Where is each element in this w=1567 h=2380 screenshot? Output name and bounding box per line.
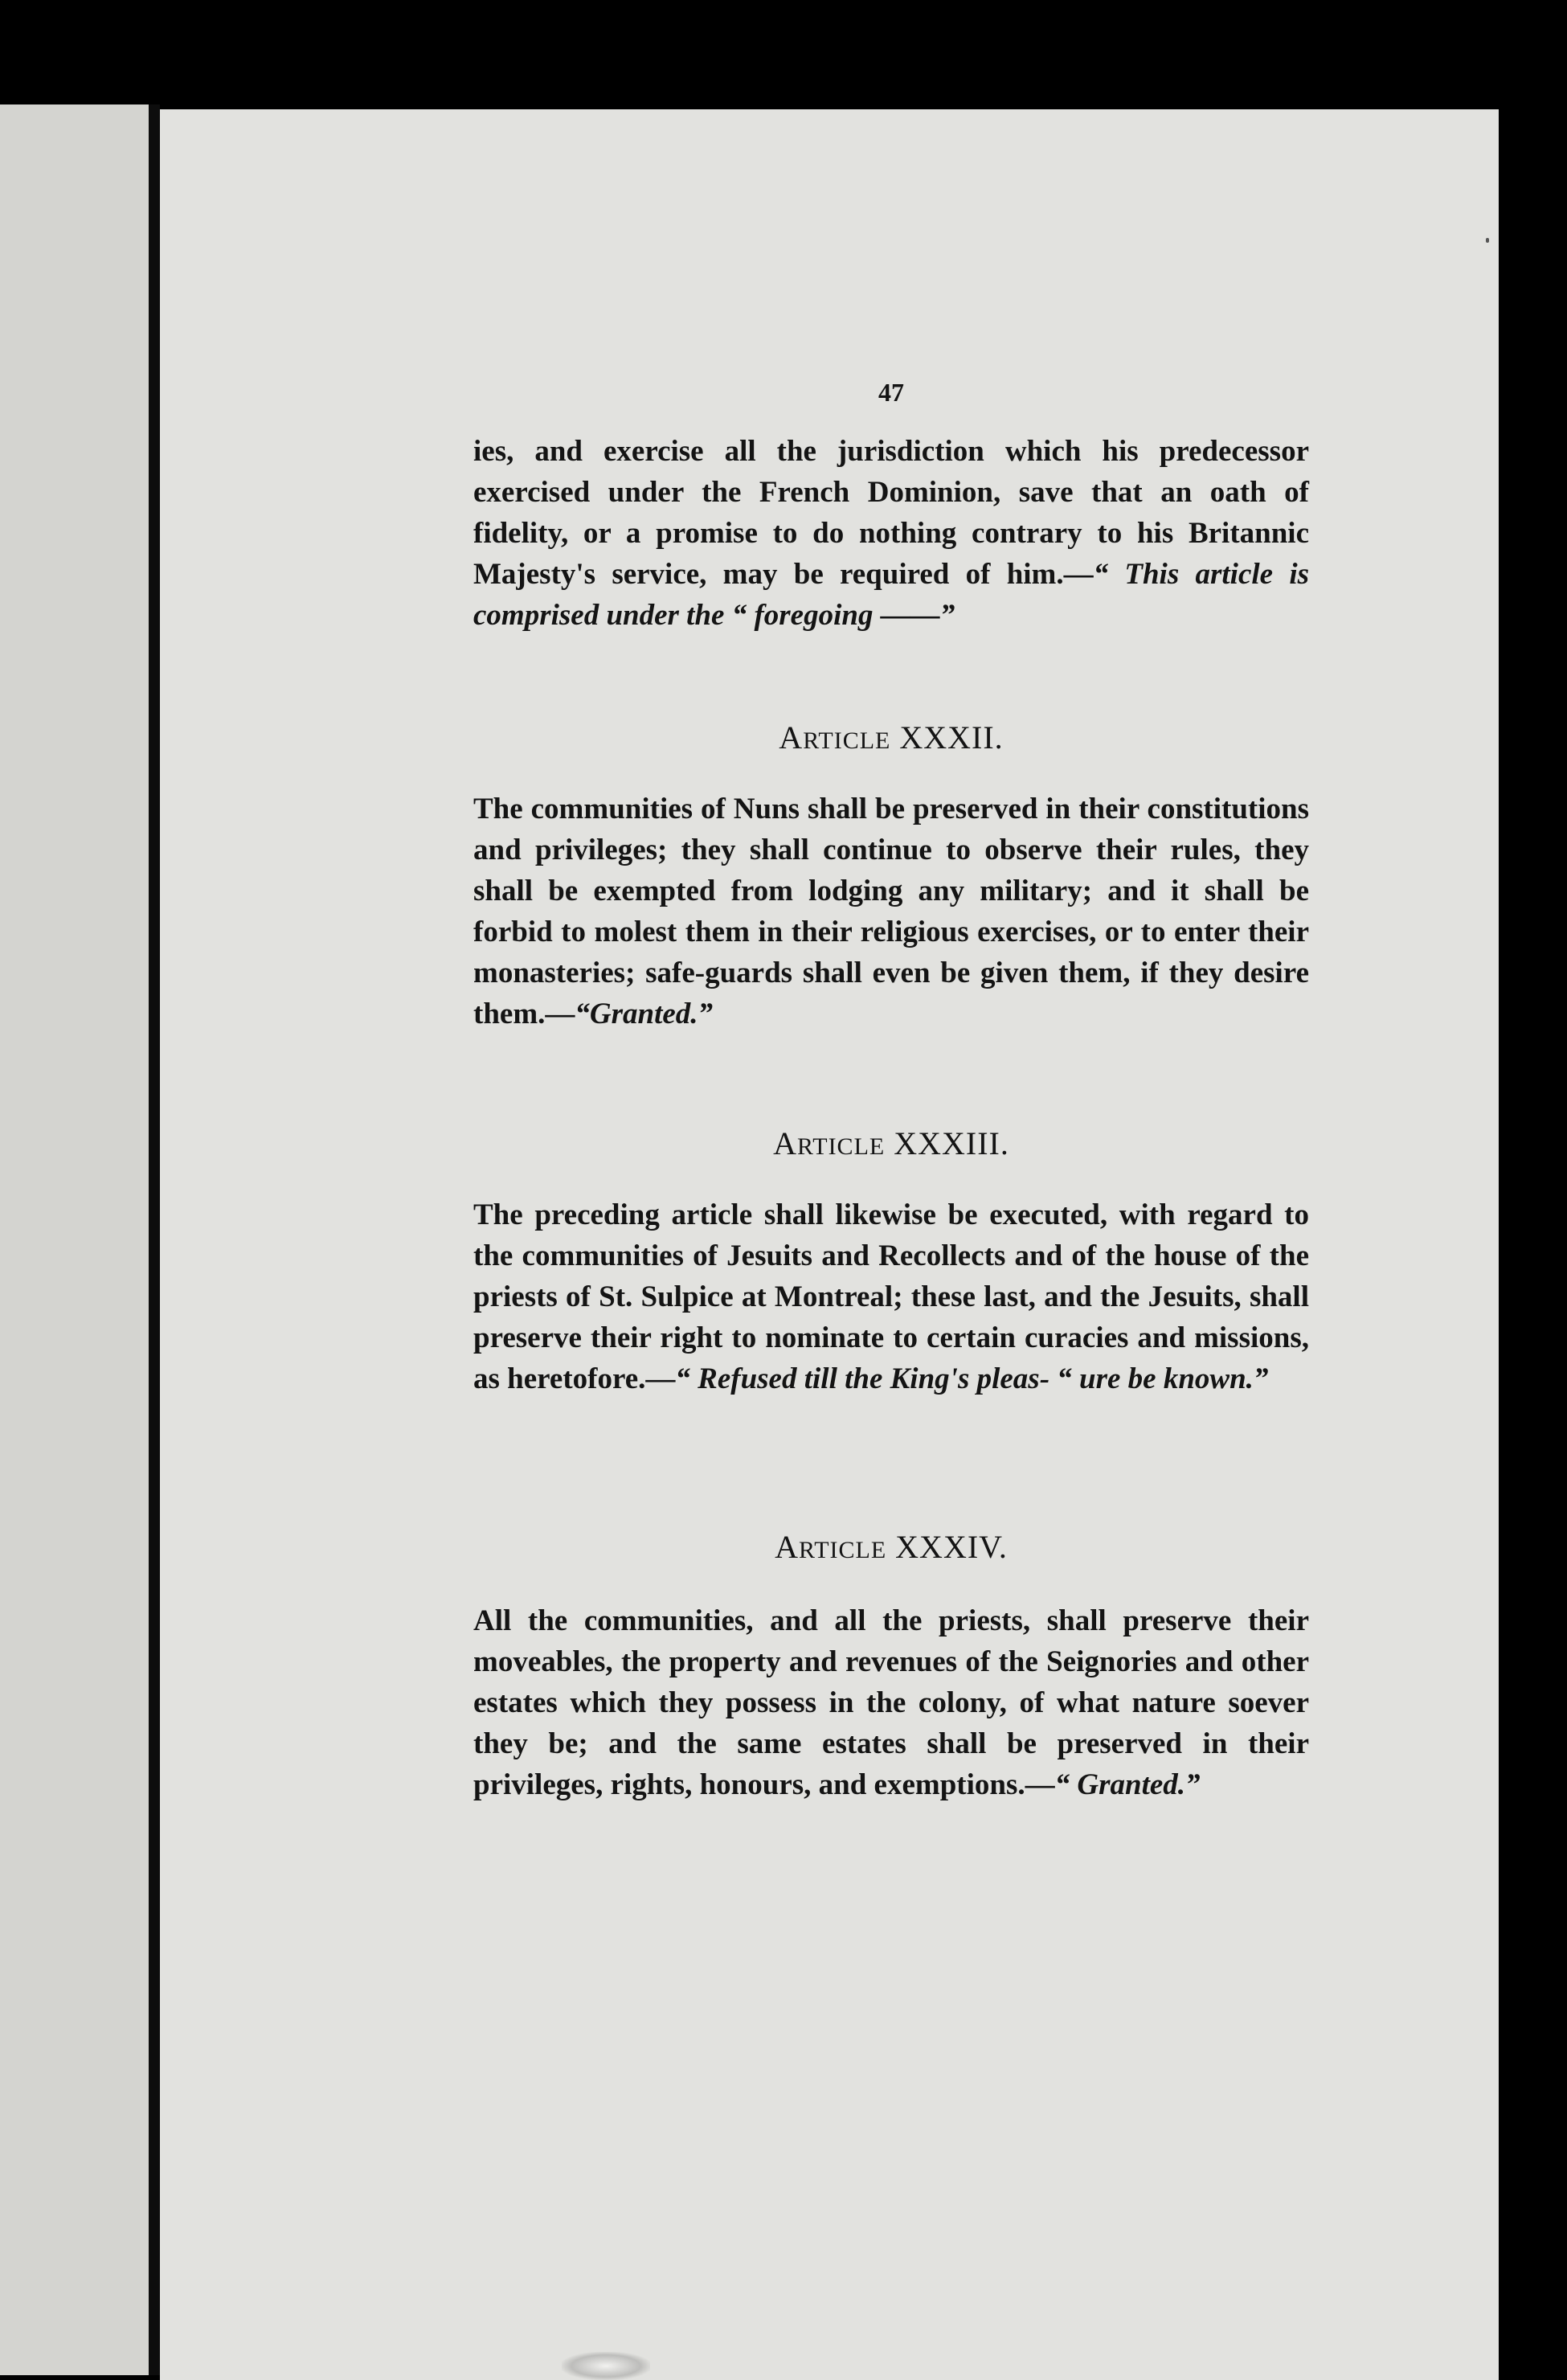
heading-word-rest: RTICLE — [797, 1133, 886, 1160]
heading-numeral: XXXIII. — [894, 1125, 1009, 1161]
article-34-paragraph — [473, 1600, 1309, 1805]
page-number: 47 — [878, 378, 904, 407]
heading-word-rest: RTICLE — [798, 1537, 887, 1563]
book-page — [160, 109, 1499, 2380]
heading-numeral: XXXII. — [899, 719, 1004, 756]
paper-tear-mark — [562, 2352, 650, 2380]
article-32-paragraph — [473, 789, 1309, 1034]
paragraph-body: The communities of Nuns shall be preserved in their constitutions and privileges; they shall continue to observe their rules, they shall be exempted from lodging any military; and it shall be forbid to molest them in their religious exercises, or to enter their monasteries; safe-guards shall even be given them, if they desire them.— — [473, 793, 1309, 1030]
heading-numeral: XXXIV. — [895, 1529, 1008, 1565]
paragraph-reply: “ Granted.” — [1054, 1768, 1201, 1801]
paragraph-reply: “ This article is comprised under the “ foregoing ——” — [473, 558, 1309, 632]
facing-page-edge — [0, 104, 149, 2375]
paragraph-body: The preceding article shall likewise be executed, with regard to the communities of Jesuits and Recollects and of the house of the priests of St. Sulpice at Montreal; these last, and the Jesuits, shall preserve their right to nominate to certain curacies and missions, as heretofore.— — [473, 1198, 1309, 1395]
book-spine-shadow — [149, 104, 160, 2375]
article-heading-33 — [473, 1124, 1309, 1167]
paper-speck — [1486, 238, 1489, 243]
paragraph-continued — [473, 431, 1309, 636]
heading-word-rest: RTICLE — [803, 727, 891, 754]
paragraph-reply: “Granted.” — [575, 997, 714, 1030]
heading-initial: A — [779, 719, 804, 756]
paragraph-reply: “ Refused till the King's pleas- “ ure be known.” — [675, 1362, 1269, 1395]
paragraph-body: All the communities, and all the priests, shall preserve their moveables, the property and revenues of the Seignories and other estates which they possess in the colony, of what nature soever they be; and the same estates shall be preserved in their privileges, rights, honours, and exemptions.— — [473, 1604, 1309, 1801]
heading-initial: A — [775, 1529, 799, 1565]
heading-initial: A — [773, 1125, 798, 1161]
article-heading-34 — [473, 1527, 1309, 1571]
article-heading-32 — [473, 718, 1309, 761]
article-33-paragraph — [473, 1194, 1309, 1399]
paragraph-body: ies, and exercise all the jurisdiction which his predecessor exercised under the French Dominion, save that an oath of fidelity, or a promise to do nothing contrary to his Britannic Majesty's service, may be required of him.— — [473, 435, 1309, 591]
